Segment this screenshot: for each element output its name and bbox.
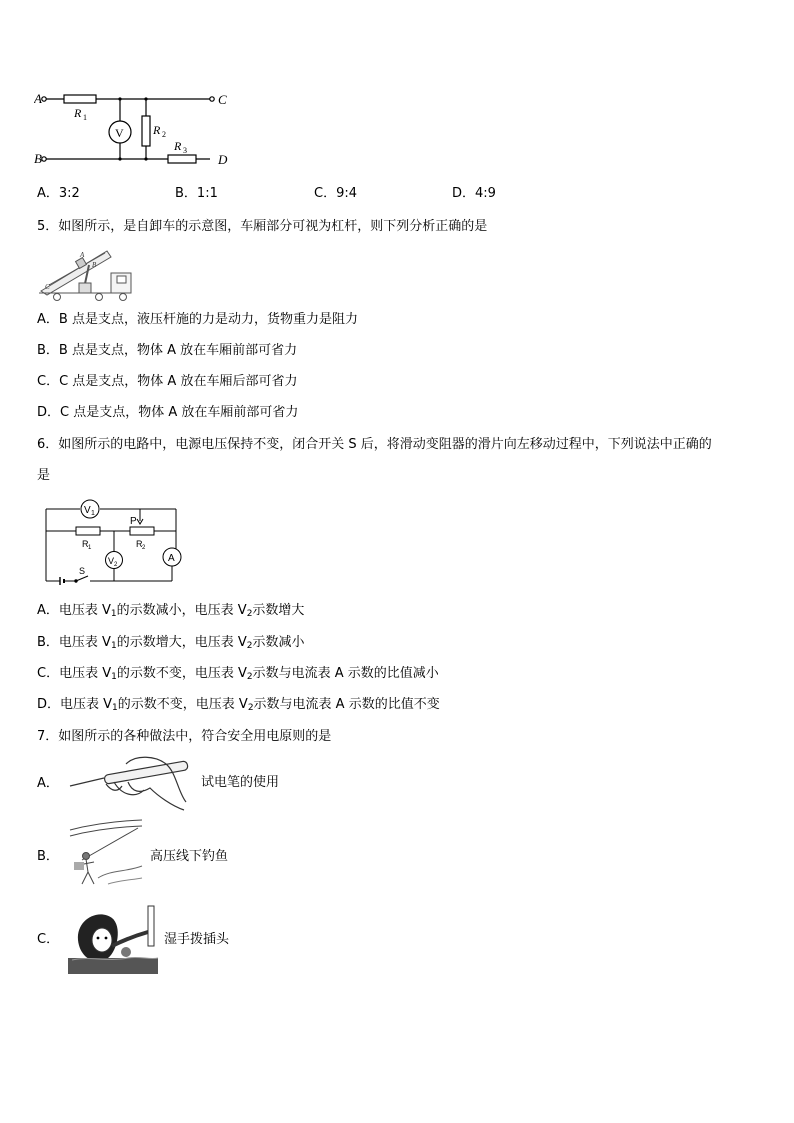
q7-caption-a: 试电笔的使用 [201, 775, 280, 790]
slider-p-label: P [130, 516, 137, 527]
q4-option-d[interactable]: D．4:9 [452, 186, 496, 201]
q4-option-b[interactable]: B．1:1 [175, 186, 218, 201]
truck-point-c: C [45, 283, 50, 291]
v2-sub: 2 [114, 562, 118, 568]
dump-truck-figure [37, 243, 137, 301]
q6-stem-line2: 是 [37, 468, 51, 483]
q6-option-d[interactable]: D．电压表 $V_1$的示数不变，电压表 $V_2$示数与电流表 A 示数的比值不变 [37, 697, 440, 713]
r2-sub: 2 [162, 130, 166, 139]
r3-sub: 3 [183, 146, 187, 155]
r1-label: R [74, 106, 82, 120]
q5-option-d[interactable]: D．C 点是支点，物体 A 放在车厢前部可省力 [37, 405, 299, 420]
node-d-label: D [218, 152, 228, 167]
q7-option-c-letter[interactable]: C． [37, 932, 60, 947]
r2-sub-q6: 2 [142, 545, 146, 551]
q5-stem: 5．如图所示，是自卸车的示意图，车厢部分可视为杠杆，则下列分析正确的是 [37, 219, 488, 234]
q5-option-a[interactable]: A．B 点是支点，液压杆施的力是动力，货物重力是阻力 [37, 312, 358, 327]
circuit-diagram-q4 [34, 86, 234, 170]
wet-hand-plug-illustration [68, 900, 160, 974]
q7-caption-c: 湿手拨插头 [164, 932, 230, 947]
node-a-label: A [34, 91, 42, 106]
r1-sub: 1 [83, 113, 87, 122]
q4-option-a[interactable]: A．3:2 [37, 186, 80, 201]
q7-stem: 7．如图所示的各种做法中，符合安全用电原则的是 [37, 729, 332, 744]
q6-stem-line1: 6．如图所示的电路中，电源电压保持不变，闭合开关 S 后，将滑动变阻器的滑片向左移动过程中，下列说法中正确的 [37, 437, 712, 452]
r1-sub-q6: 1 [88, 545, 92, 551]
node-c-label: C [218, 92, 227, 107]
v2-label: V [108, 556, 115, 566]
truck-point-b: B [92, 261, 97, 269]
fishing-under-powerline-illustration [68, 818, 144, 890]
r3-label: R [174, 139, 182, 153]
r2-label: R [153, 123, 161, 137]
voltmeter-label: V [115, 126, 124, 140]
v1-label: V [84, 505, 91, 516]
ammeter-label: A [168, 553, 175, 564]
q5-option-c[interactable]: C．C 点是支点，物体 A 放在车厢后部可省力 [37, 374, 298, 389]
q7-caption-b: 高压线下钓鱼 [150, 849, 229, 864]
v1-sub: 1 [91, 510, 95, 517]
q4-option-c[interactable]: C．9:4 [314, 186, 357, 201]
q7-option-a-letter[interactable]: A． [37, 776, 59, 791]
q6-option-b[interactable]: B．电压表 $V_1$的示数增大，电压表 $V_2$示数减小 [37, 635, 305, 651]
circuit-diagram-q6 [42, 497, 187, 587]
node-b-label: B [34, 151, 42, 166]
q6-option-c[interactable]: C．电压表 $V_1$的示数不变，电压表 $V_2$示数与电流表 A 示数的比值减小 [37, 666, 439, 682]
test-pen-illustration [66, 752, 196, 814]
q6-option-a[interactable]: A．电压表 $V_1$的示数减小，电压表 $V_2$示数增大 [37, 603, 305, 619]
switch-label: S [79, 566, 86, 576]
r2-label-q6: R [136, 539, 143, 549]
truck-point-a: A [80, 251, 85, 259]
r1-label-q6: R [82, 539, 89, 549]
q5-option-b[interactable]: B．B 点是支点，物体 A 放在车厢前部可省力 [37, 343, 298, 358]
q7-option-b-letter[interactable]: B． [37, 849, 59, 864]
